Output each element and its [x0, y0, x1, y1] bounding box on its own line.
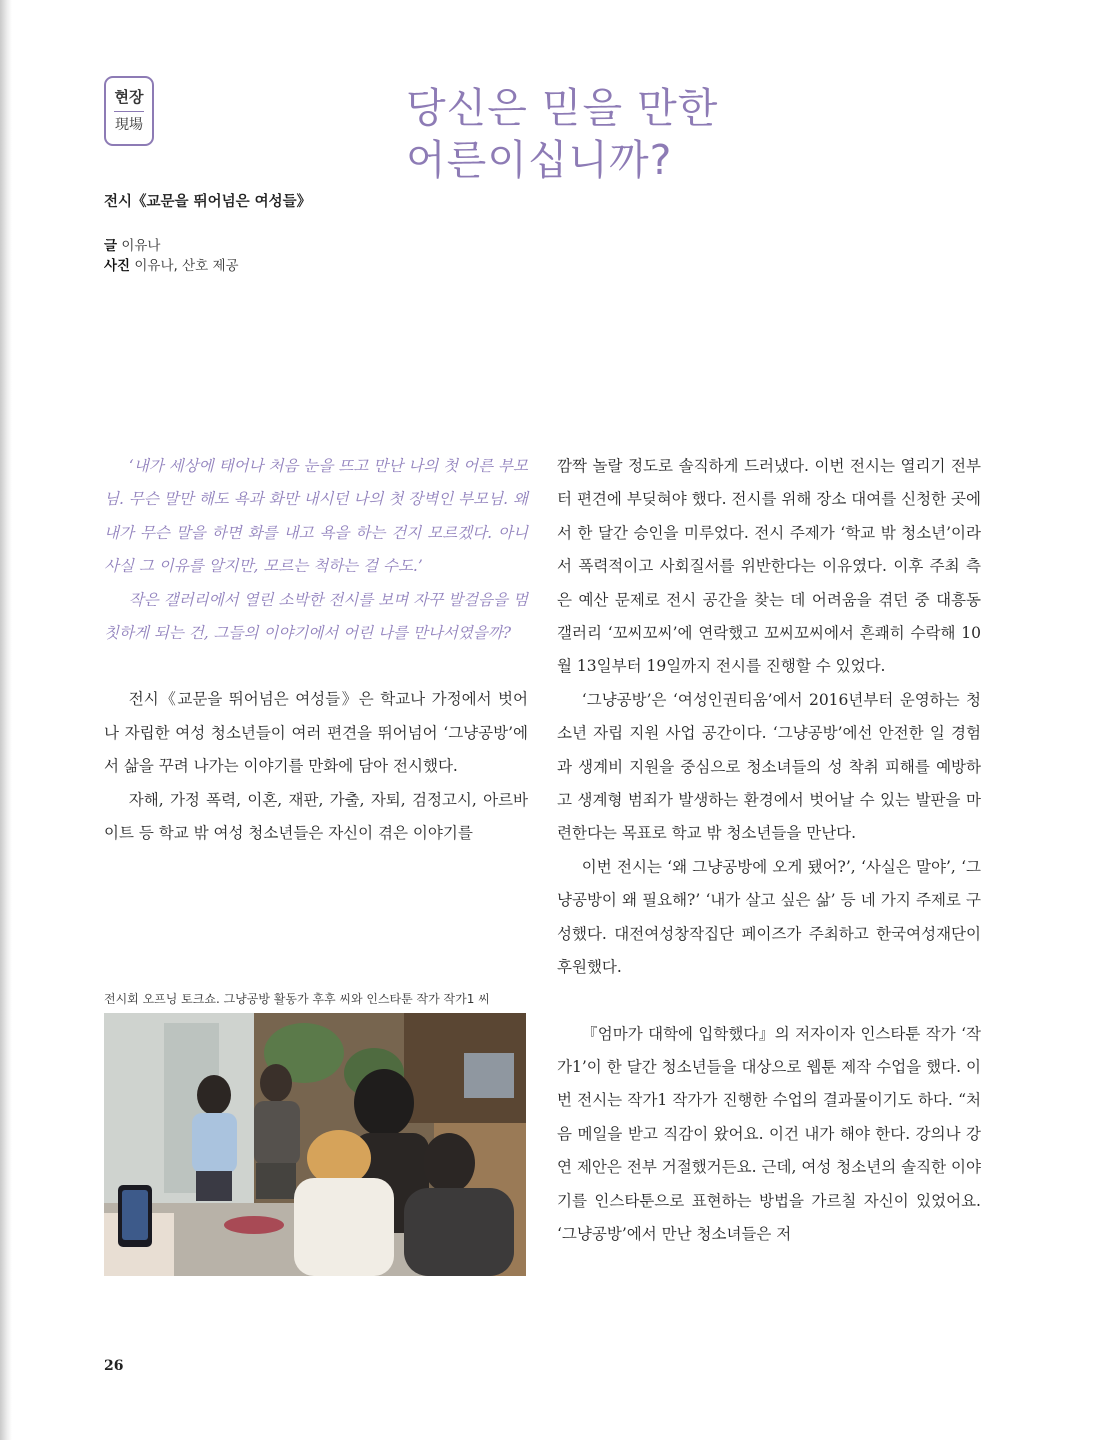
section-label: 현장 [114, 88, 144, 106]
page-number: 26 [104, 1358, 124, 1374]
body-paragraph: ‘그냥공방’은 ‘여성인권티움’에서 2016년부터 운영하는 청소년 자립 지원 사업 공간이다. ‘그냥공방’에선 안전한 일 경험과 생계비 지원을 중심으로 청소녀들의 성 착취 피해를 예방하고 생계형 범죄가 발생하는 환경에서 벗어날 수 있는 발판을 마련한다는 목표로 학교 밖 청소년들을 만난다. [557, 690, 981, 843]
article-title [406, 82, 966, 186]
event-photo [104, 1013, 526, 1276]
photo-label: 사진 [104, 258, 131, 274]
left-column [104, 450, 528, 850]
body-paragraph: 『엄마가 대학에 입학했다』의 저자이자 인스타툰 작가 ‘작가1’이 한 달간 청소년들을 대상으로 웹툰 제작 수업을 했다. 이번 전시는 작가1 작가가 진행한 수업의 결과물이기도 하다. “처음 메일을 받고 직감이 왔어요. 이건 내가 해야 한다. 강의나 강연 제안은 전부 거절했거든요. 근데, 여성 청소년의 솔직한 이야기를 인스타툰으로 표현하는 방법을 가르칠 자신이 있었어요. ‘그냥공방’에서 만난 청소녀들은 저 [557, 1024, 981, 1243]
photo-credit [104, 256, 239, 276]
photo-name: 이유나, 산호 제공 [134, 258, 239, 274]
writer-label: 글 [104, 238, 118, 254]
body-paragraph: 이번 전시는 ‘왜 그냥공방에 오게 됐어?’, ‘사실은 말야’, ‘그냥공방이 왜 필요해?’ ‘내가 살고 싶은 삶’ 등 네 가지 주제로 구성했다. 대전여성창작집단 페이즈가 주최하고 한국여성재단이 후원했다. [557, 857, 981, 977]
section-hanja: 現場 [115, 117, 143, 133]
right-column [557, 450, 981, 1251]
writer-credit [104, 236, 239, 256]
article-title-line2: 어른이십니까? [406, 136, 673, 184]
article-subtitle: 전시《교문을 뛰어넘은 여성들》 [104, 194, 312, 210]
photo-caption: 전시회 오프닝 토크쇼. 그냥공방 활동가 후후 씨와 인스타툰 작가 작가1 씨 [104, 992, 490, 1006]
pull-quote-1: ‘내가 세상에 태어나 처음 눈을 뜨고 만난 나의 첫 어른 부모님. 무슨 말만 해도 욕과 화만 내시던 나의 첫 장벽인 부모님. 왜 내가 무슨 말을 하면 화를 내고 욕을 하는 건지 모르겠다. 아니 사실 그 이유를 알지만, 모르는 척하는 걸 수도.’ [104, 457, 528, 576]
section-badge [104, 76, 154, 146]
article-title-line1: 당신은 믿을 만한 [406, 84, 719, 132]
page-gutter-shadow [0, 0, 12, 1440]
body-paragraph: 자해, 가정 폭력, 이혼, 재판, 가출, 자퇴, 검정고시, 아르바이트 등 학교 밖 여성 청소년들은 자신이 겪은 이야기를 [104, 790, 528, 843]
pull-quote-2: 작은 갤러리에서 열린 소박한 전시를 보며 자꾸 발걸음을 멈칫하게 되는 건, 그들의 이야기에서 어린 나를 만나서였을까? [104, 590, 528, 643]
article-credits [104, 236, 239, 276]
body-paragraph: 전시《교문을 뛰어넘은 여성들》은 학교나 가정에서 벗어나 자립한 여성 청소년들이 여러 편견을 뛰어넘어 ‘그냥공방’에서 삶을 꾸려 나가는 이야기를 만화에 담아 전시했다. [104, 690, 528, 776]
writer-name: 이유나 [121, 238, 161, 254]
body-paragraph: 깜짝 놀랄 정도로 솔직하게 드러냈다. 이번 전시는 열리기 전부터 편견에 부딪혀야 했다. 전시를 위해 장소 대여를 신청한 곳에서 한 달간 승인을 미루었다. 전시 주제가 ‘학교 밖 청소년’이라서 폭력적이고 사회질서를 위반한다는 이유였다. 이후 주최 측은 예산 문제로 전시 공간을 찾는 데 어려움을 겪던 중 대흥동 갤러리 ‘꼬씨꼬씨’에 연락했고 꼬씨꼬씨에서 흔쾌히 수락해 10월 13일부터 19일까지 전시를 진행할 수 있었다. [557, 457, 981, 676]
badge-divider [114, 111, 144, 112]
